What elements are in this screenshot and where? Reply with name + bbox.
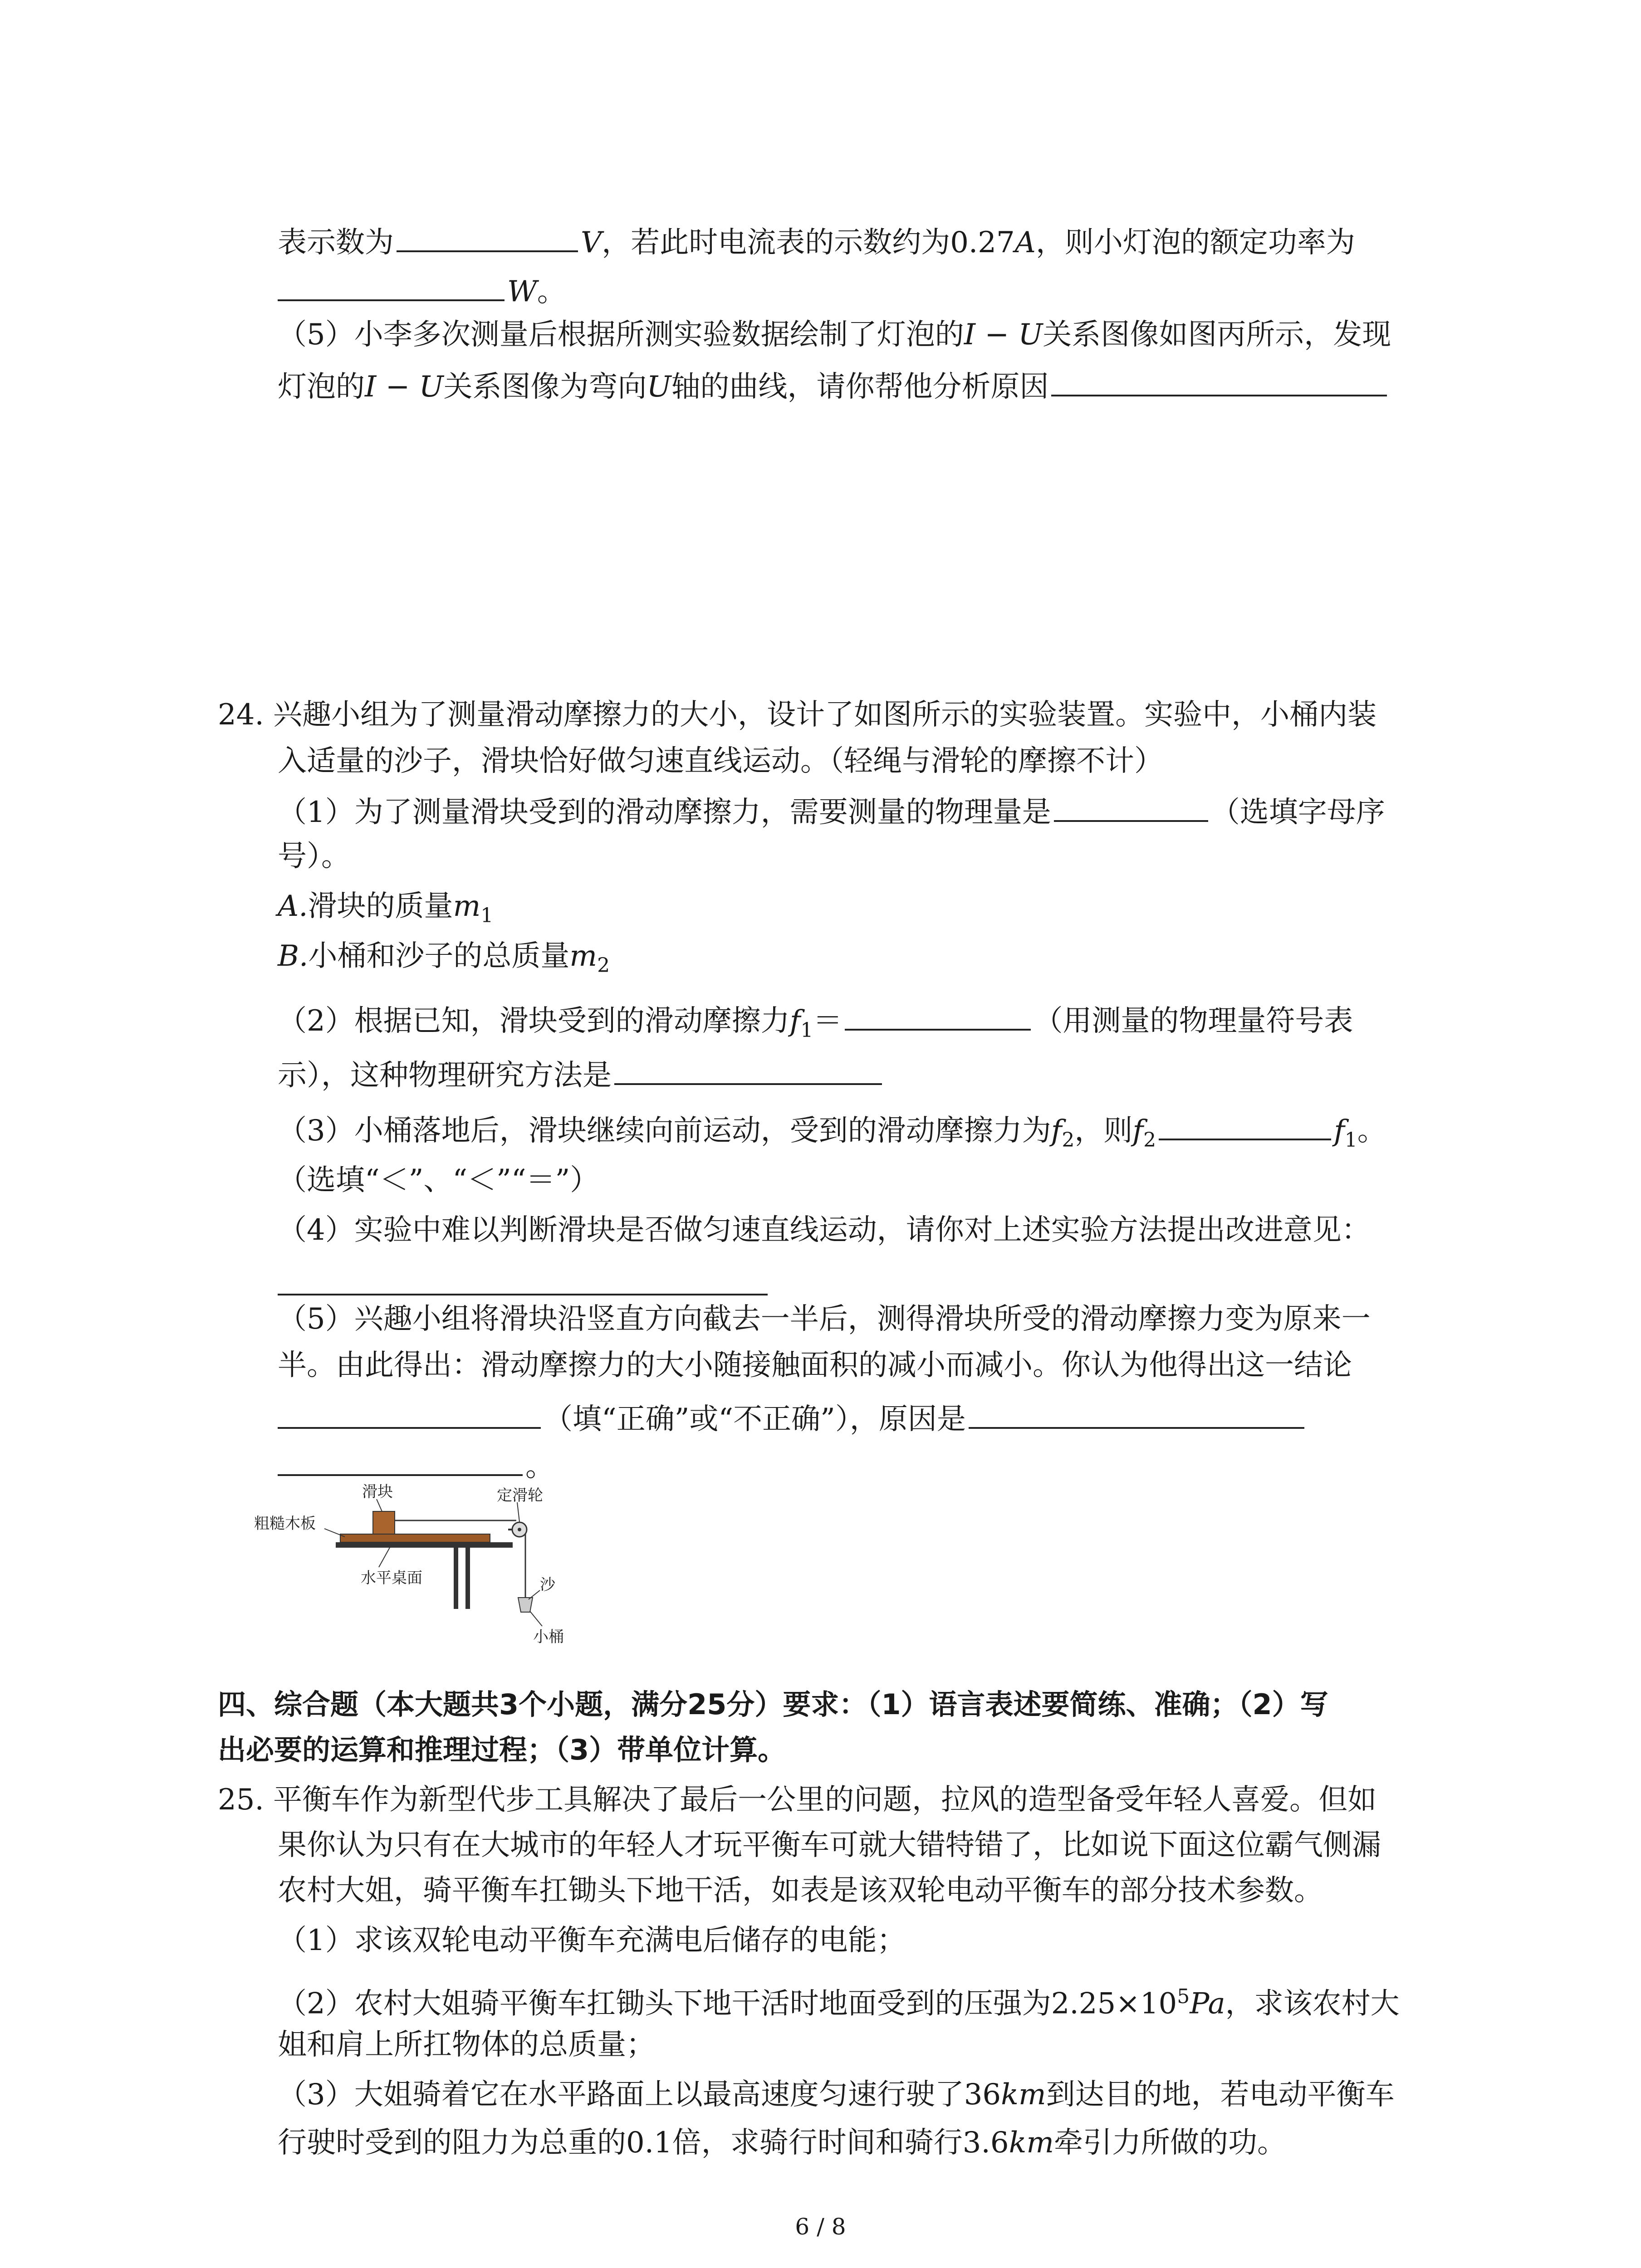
text: （选填字母序 — [1210, 796, 1385, 829]
text: 。 — [537, 275, 566, 308]
text: 关系图像如图丙所示，发现 — [1043, 318, 1391, 352]
text: 小桶和沙子的总质量 — [308, 939, 570, 973]
text: ＝ — [813, 1004, 843, 1038]
slider-block — [373, 1511, 395, 1534]
bucket — [518, 1598, 533, 1612]
text: （3）小桶落地后，滑块继续向前运动，受到的滑动摩擦力为 — [278, 1114, 1051, 1148]
q24-line2: 入适量的沙子，滑块恰好做匀速直线运动。（轻绳与滑轮的摩擦不计） — [278, 744, 1163, 778]
question-number: 25. — [218, 1783, 264, 1817]
leader-line — [379, 1547, 390, 1567]
text: （3）大姐骑着它在水平路面上以最高速度匀速行驶了36 — [278, 2078, 1001, 2112]
answer-blank[interactable] — [278, 268, 505, 301]
symbol: I — [964, 318, 975, 352]
table-leg — [454, 1548, 458, 1609]
text: 灯泡的 — [278, 370, 365, 404]
text: （2）根据已知，滑块受到的滑动摩擦力 — [278, 1004, 790, 1038]
text: 。 — [1357, 1114, 1386, 1148]
leader-line — [530, 1611, 542, 1626]
answer-blank[interactable] — [278, 1262, 768, 1295]
q25-part1: （1）求该双轮电动平衡车充满电后储存的电能； — [278, 1924, 906, 1957]
unit: Pa — [1190, 1987, 1225, 2021]
friction-apparatus-figure — [254, 1479, 599, 1651]
q25-part3 — [278, 2073, 1395, 2116]
symbol: m — [569, 939, 598, 973]
symbol: f — [1334, 1114, 1345, 1148]
text: （2）农村大姐骑平衡车扛锄头下地干活时地面受到的压强为2.25×10 — [278, 1987, 1177, 2021]
label-pulley: 定滑轮 — [497, 1486, 543, 1505]
label-slider: 滑块 — [362, 1483, 393, 1501]
q24-part1 — [278, 788, 1385, 834]
q25-line3: 农村大姐，骑平衡车扛锄头下地干活，如表是该双轮电动平衡车的部分技术参数。 — [278, 1874, 1323, 1907]
unit: V — [581, 226, 602, 259]
subscript: 1 — [1344, 1128, 1357, 1152]
q23-line2 — [278, 268, 566, 313]
answer-blank[interactable] — [969, 1395, 1304, 1429]
pulley-axle — [518, 1528, 521, 1531]
label-board: 粗糙木板 — [254, 1515, 316, 1533]
text: （5）小李多次测量后根据所测实验数据绘制了灯泡的 — [278, 318, 964, 352]
q23-part5-line2 — [278, 363, 1390, 409]
answer-blank[interactable] — [1054, 788, 1208, 822]
text: 关系图像为弯向 — [443, 370, 647, 404]
text: 表示数为 — [278, 226, 394, 259]
text: ，则小灯泡的额定功率为 — [1035, 226, 1355, 259]
answer-blank[interactable] — [614, 1051, 882, 1085]
symbol: m — [453, 890, 481, 923]
symbol: f — [1132, 1114, 1144, 1148]
text: 到达目的地，若电动平衡车 — [1046, 2078, 1395, 2112]
leader-line — [517, 1502, 519, 1522]
text: ，则 — [1074, 1114, 1133, 1148]
section-heading-line1: 四、综合题（本大题共3个小题，满分25分）要求：（1）语言表述要简练、准确；（2）写 — [218, 1688, 1328, 1721]
section-heading-line2: 出必要的运算和推理过程；（3）带单位计算。 — [218, 1733, 786, 1766]
text: 轴的曲线，请你帮他分析原因 — [671, 370, 1049, 404]
q24-part5-line3 — [278, 1395, 1307, 1441]
text: ，求该农村大 — [1225, 1987, 1400, 2021]
unit: A — [1014, 226, 1036, 259]
answer-blank[interactable] — [278, 1395, 541, 1429]
text: − — [376, 370, 419, 404]
text: 。 — [525, 1450, 554, 1483]
symbol: U — [1018, 318, 1043, 352]
label-table: 水平桌面 — [361, 1569, 422, 1587]
text: 平衡车作为新型代步工具解决了最后一公里的问题，拉风的造型备受年轻人喜爱。但如 — [273, 1783, 1377, 1817]
option-letter: B. — [278, 939, 309, 973]
text: 行驶时受到的阻力为总重的0.1倍，求骑行时间和骑行3.6 — [278, 2126, 1009, 2160]
symbol: f — [1051, 1114, 1062, 1148]
q24-option-b — [278, 934, 610, 987]
text: （用测量的物理量符号表 — [1034, 1004, 1353, 1038]
answer-blank[interactable] — [1159, 1107, 1331, 1140]
symbol: I — [365, 370, 377, 404]
text: （1）为了测量滑块受到的滑动摩擦力，需要测量的物理量是 — [278, 796, 1051, 829]
q23-line1 — [278, 219, 1355, 264]
subscript: 1 — [800, 1018, 813, 1042]
answer-blank[interactable] — [845, 997, 1031, 1031]
leader-line — [529, 1590, 540, 1599]
option-letter: A. — [278, 890, 308, 923]
q24-part2 — [278, 997, 1353, 1052]
superscript: 5 — [1177, 1985, 1190, 2008]
question-number: 24. — [218, 698, 264, 732]
unit: km — [1001, 2078, 1046, 2112]
symbol: f — [789, 1004, 801, 1038]
unit: W — [507, 275, 537, 308]
leader-line — [324, 1529, 345, 1537]
answer-blank[interactable] — [278, 1442, 523, 1476]
symbol: U — [647, 370, 671, 404]
q24-part3-options: （选填“＜”、“＜”“＝”） — [278, 1163, 599, 1197]
table-leg — [465, 1548, 470, 1609]
rough-board — [340, 1534, 490, 1542]
label-bucket: 小桶 — [533, 1628, 564, 1646]
q25-line2: 果你认为只有在大城市的年轻人才玩平衡车可就大错特错了，比如说下面这位霸气侧漏 — [278, 1828, 1381, 1862]
label-sand: 沙 — [540, 1576, 555, 1594]
q24-option-a — [278, 885, 493, 938]
leader-line — [377, 1499, 382, 1511]
q24-line1 — [218, 693, 1376, 737]
subscript: 2 — [1143, 1128, 1156, 1152]
symbol: U — [419, 370, 444, 404]
q24-part4: （4）实验中难以判断滑块是否做匀速直线运动，请你对上述实验方法提出改进意见： — [278, 1213, 1371, 1247]
q24-part5-line1: （5）兴趣小组将滑块沿竖直方向截去一半后，测得滑块所受的滑动摩擦力变为原来一 — [278, 1302, 1371, 1336]
q24-part2-line2 — [278, 1051, 885, 1097]
text: 示），这种物理研究方法是 — [278, 1059, 612, 1092]
q24-part5-line2: 半。由此得出：滑动摩擦力的大小随接触面积的减小而减小。你认为他得出这一结论 — [278, 1349, 1352, 1382]
q25-part3-line2 — [278, 2121, 1286, 2165]
text: ，若此时电流表的示数约为0.27 — [602, 226, 1015, 259]
q24-part3 — [278, 1107, 1386, 1162]
answer-blank[interactable] — [397, 219, 578, 252]
table-top — [336, 1542, 513, 1548]
text: 兴趣小组为了测量滑动摩擦力的大小，设计了如图所示的实验装置。实验中，小桶内装 — [273, 698, 1377, 732]
subscript: 1 — [480, 904, 494, 927]
q25-line1 — [218, 1778, 1376, 1822]
text: 滑块的质量 — [308, 890, 453, 923]
answer-blank[interactable] — [1051, 363, 1387, 396]
q24-part1-end: 号）。 — [278, 840, 350, 873]
q25-part2-line2: 姐和肩上所扛物体的总质量； — [278, 2028, 655, 2062]
q25-part2 — [278, 1975, 1400, 2025]
text: 牵引力所做的功。 — [1054, 2126, 1287, 2160]
subscript: 2 — [1062, 1128, 1075, 1152]
subscript: 2 — [597, 953, 610, 977]
unit: km — [1009, 2126, 1054, 2160]
text: − — [975, 318, 1019, 352]
q23-part5-line1 — [278, 313, 1391, 357]
page-number: 6 / 8 — [795, 2214, 846, 2240]
text: （填“正确”或“不正确”），原因是 — [544, 1403, 966, 1436]
